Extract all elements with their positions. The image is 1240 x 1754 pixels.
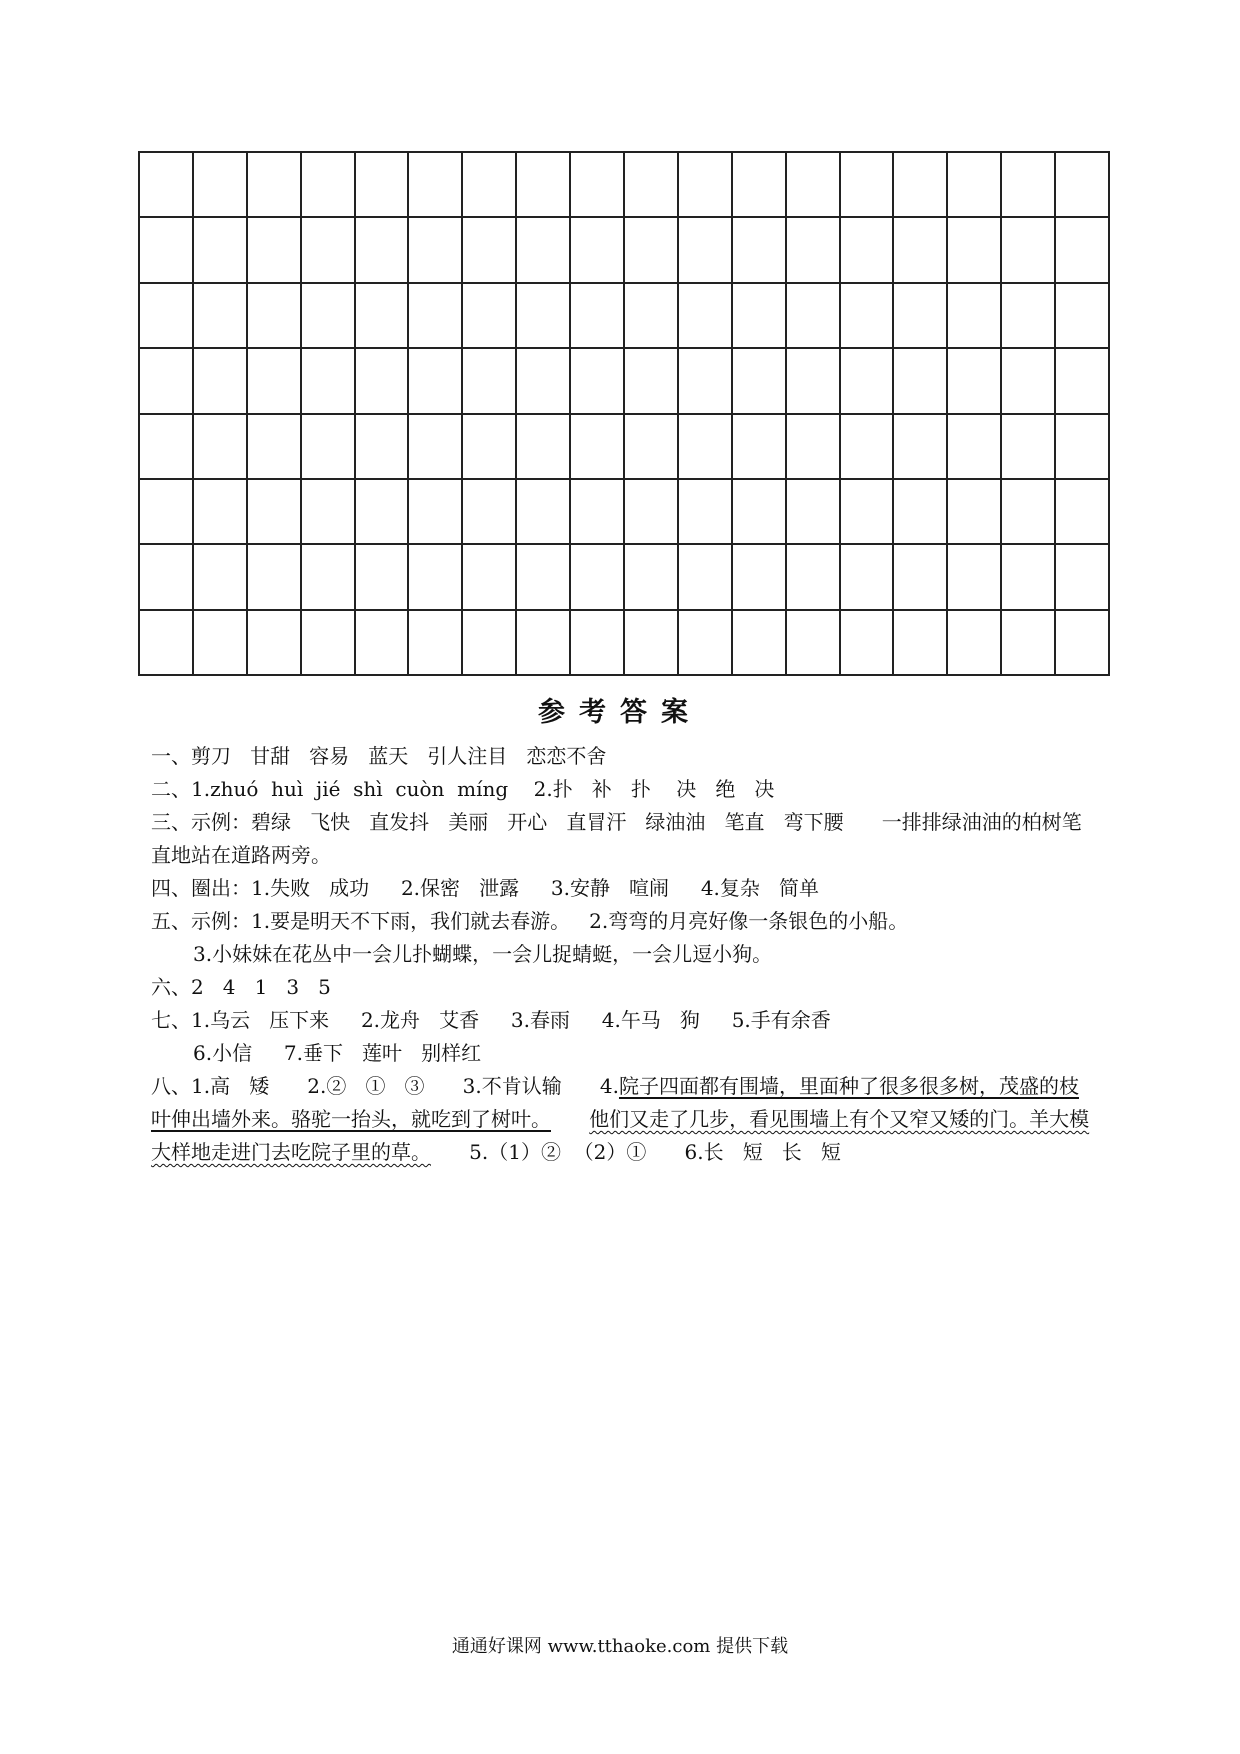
grid-cell	[787, 153, 841, 218]
answer-line-7b: 6.小信 7.垂下 莲叶 别样红	[193, 1041, 482, 1065]
grid-cell	[787, 545, 841, 610]
grid-cell	[194, 480, 248, 545]
grid-cell	[409, 218, 463, 283]
grid-cell	[787, 611, 841, 676]
grid-cell	[787, 415, 841, 480]
grid-cell	[409, 480, 463, 545]
answer-8-prefix: 八、1.高 矮 2.② ① ③ 3.不肯认输 4.	[151, 1074, 619, 1098]
answer-title: 参考答案	[538, 697, 702, 728]
grid-cell	[409, 545, 463, 610]
grid-cell	[841, 545, 895, 610]
grid-cell	[625, 611, 679, 676]
grid-cell	[1056, 480, 1110, 545]
grid-cell	[571, 153, 625, 218]
grid-cell	[302, 349, 356, 414]
grid-cell	[356, 153, 410, 218]
grid-cell	[140, 611, 194, 676]
grid-cell	[194, 349, 248, 414]
grid-cell	[948, 545, 1002, 610]
grid-cell	[463, 611, 517, 676]
grid-cell	[517, 611, 571, 676]
grid-cell	[248, 480, 302, 545]
grid-cell	[517, 480, 571, 545]
grid-cell	[625, 480, 679, 545]
grid-cell	[733, 153, 787, 218]
footer-source: 通通好课网 www.tthaoke.com 提供下载	[451, 1636, 789, 1657]
grid-cell	[679, 218, 733, 283]
grid-cell	[248, 284, 302, 349]
grid-cell	[409, 611, 463, 676]
grid-cell	[841, 611, 895, 676]
grid-cell	[1002, 153, 1056, 218]
grid-cell	[409, 284, 463, 349]
answer-line-5a: 五、示例：1.要是明天不下雨，我们就去春游。 2.弯弯的月亮好像一条银色的小船。	[151, 909, 909, 933]
grid-cell	[1056, 611, 1110, 676]
grid-cell	[679, 545, 733, 610]
grid-cell	[140, 284, 194, 349]
grid-cell	[302, 611, 356, 676]
grid-cell	[194, 153, 248, 218]
grid-cell	[841, 349, 895, 414]
grid-cell	[356, 415, 410, 480]
grid-cell	[679, 153, 733, 218]
grid-cell	[894, 415, 948, 480]
grid-cell	[517, 415, 571, 480]
answer-section	[151, 740, 1098, 1169]
grid-cell	[463, 284, 517, 349]
grid-cell	[894, 545, 948, 610]
grid-cell	[140, 480, 194, 545]
grid-cell	[679, 611, 733, 676]
grid-cell	[302, 218, 356, 283]
grid-cell	[787, 284, 841, 349]
grid-cell	[625, 415, 679, 480]
grid-cell	[140, 218, 194, 283]
grid-cell	[302, 480, 356, 545]
grid-cell	[571, 284, 625, 349]
grid-cell	[248, 611, 302, 676]
answer-8-wavy-underlined-text: 他们又走了几步，看见围墙上有个又窄又矮的门。羊大模大样地走进门去吃院子里的草。	[151, 1107, 1090, 1164]
grid-cell	[1056, 349, 1110, 414]
grid-cell	[194, 218, 248, 283]
grid-cell	[302, 153, 356, 218]
grid-cell	[894, 153, 948, 218]
grid-cell	[356, 284, 410, 349]
grid-cell	[140, 545, 194, 610]
grid-cell	[679, 415, 733, 480]
grid-cell	[356, 545, 410, 610]
grid-cell	[517, 218, 571, 283]
grid-cell	[140, 415, 194, 480]
answer-8-suffix: 5.（1）② （2）① 6.长 短 长 短	[431, 1140, 841, 1164]
answer-line-4: 四、圈出：1.失败 成功 2.保密 泄露 3.安静 喧闹 4.复杂 简单	[151, 876, 819, 900]
grid-cell	[194, 545, 248, 610]
grid-cell	[894, 480, 948, 545]
grid-cell	[625, 349, 679, 414]
grid-cell	[733, 218, 787, 283]
grid-cell	[194, 611, 248, 676]
grid-cell	[302, 284, 356, 349]
grid-cell	[463, 545, 517, 610]
grid-cell	[571, 545, 625, 610]
grid-cell	[787, 218, 841, 283]
grid-cell	[841, 218, 895, 283]
grid-cell	[1002, 415, 1056, 480]
grid-cell	[356, 349, 410, 414]
grid-cell	[1002, 611, 1056, 676]
grid-cell	[948, 611, 1002, 676]
answer-line-5b: 3.小妹妹在花丛中一会儿扑蝴蝶，一会儿捉蜻蜓，一会儿逗小狗。	[193, 942, 773, 966]
grid-cell	[463, 218, 517, 283]
grid-cell	[894, 611, 948, 676]
grid-cell	[248, 349, 302, 414]
grid-cell	[625, 153, 679, 218]
grid-cell	[409, 415, 463, 480]
grid-cell	[733, 415, 787, 480]
grid-cell	[356, 480, 410, 545]
answer-line-7a: 七、1.乌云 压下来 2.龙舟 艾香 3.春雨 4.午马 狗 5.手有余香	[151, 1008, 831, 1032]
grid-cell	[733, 545, 787, 610]
grid-cell	[463, 480, 517, 545]
grid-cell	[1002, 218, 1056, 283]
grid-cell	[517, 545, 571, 610]
grid-cell	[248, 218, 302, 283]
grid-cell	[302, 545, 356, 610]
grid-cell	[841, 153, 895, 218]
grid-cell	[787, 480, 841, 545]
grid-cell	[733, 284, 787, 349]
grid-cell	[841, 480, 895, 545]
grid-cell	[841, 284, 895, 349]
answer-line-2: 二、1.zhuó huì jié shì cuòn míng 2.扑 补 扑 决 绝 决	[151, 777, 775, 801]
grid-cell	[948, 153, 1002, 218]
grid-cell	[248, 415, 302, 480]
grid-cell	[625, 545, 679, 610]
grid-cell	[948, 218, 1002, 283]
grid-cell	[571, 480, 625, 545]
grid-cell	[679, 480, 733, 545]
grid-cell	[356, 611, 410, 676]
grid-cell	[356, 218, 410, 283]
grid-cell	[517, 349, 571, 414]
grid-cell	[1056, 218, 1110, 283]
grid-cell	[194, 415, 248, 480]
grid-cell	[948, 480, 1002, 545]
grid-cell	[625, 284, 679, 349]
grid-cell	[679, 349, 733, 414]
grid-cell	[248, 545, 302, 610]
answer-8-underlined-text: 院子四面都有围墙，里面种了很多很多树，茂盛的枝叶伸出墙外来。骆驼一抬头，就吃到了树叶。	[151, 1074, 1079, 1131]
grid-cell	[787, 349, 841, 414]
grid-cell	[733, 480, 787, 545]
answer-line-1: 一、剪刀 甘甜 容易 蓝天 引人注目 恋恋不舍	[151, 744, 607, 768]
grid-cell	[571, 611, 625, 676]
grid-cell	[679, 284, 733, 349]
grid-cell	[894, 349, 948, 414]
composition-writing-grid	[138, 151, 1110, 676]
grid-cell	[1002, 545, 1056, 610]
grid-cell	[733, 349, 787, 414]
grid-cell	[517, 153, 571, 218]
grid-cell	[1002, 480, 1056, 545]
grid-cell	[625, 218, 679, 283]
answer-line-8	[151, 1070, 1098, 1169]
grid-cell	[948, 284, 1002, 349]
grid-cell	[571, 349, 625, 414]
grid-cell	[571, 218, 625, 283]
grid-cell	[1002, 349, 1056, 414]
grid-cell	[894, 218, 948, 283]
grid-cell	[571, 415, 625, 480]
grid-cell	[409, 349, 463, 414]
grid-cell	[517, 284, 571, 349]
grid-cell	[948, 415, 1002, 480]
grid-cell	[948, 349, 1002, 414]
grid-cell	[140, 349, 194, 414]
grid-cell	[1056, 545, 1110, 610]
grid-cell	[1056, 284, 1110, 349]
grid-cell	[463, 349, 517, 414]
grid-cell	[409, 153, 463, 218]
grid-cell	[194, 284, 248, 349]
grid-cell	[302, 415, 356, 480]
grid-cell	[463, 153, 517, 218]
answer-8-gap	[551, 1107, 589, 1131]
grid-cell	[894, 284, 948, 349]
grid-cell	[841, 415, 895, 480]
answer-line-3: 三、示例：碧绿 飞快 直发抖 美丽 开心 直冒汗 绿油油 笔直 弯下腰 一排排绿油油的柏树笔直地站在道路两旁。	[151, 810, 1082, 867]
grid-cell	[140, 153, 194, 218]
grid-cell	[248, 153, 302, 218]
grid-cell	[463, 415, 517, 480]
grid-cell	[733, 611, 787, 676]
grid-cell	[1056, 415, 1110, 480]
grid-cell	[1056, 153, 1110, 218]
answer-line-6: 六、2 4 1 3 5	[151, 975, 331, 999]
grid-cell	[1002, 284, 1056, 349]
